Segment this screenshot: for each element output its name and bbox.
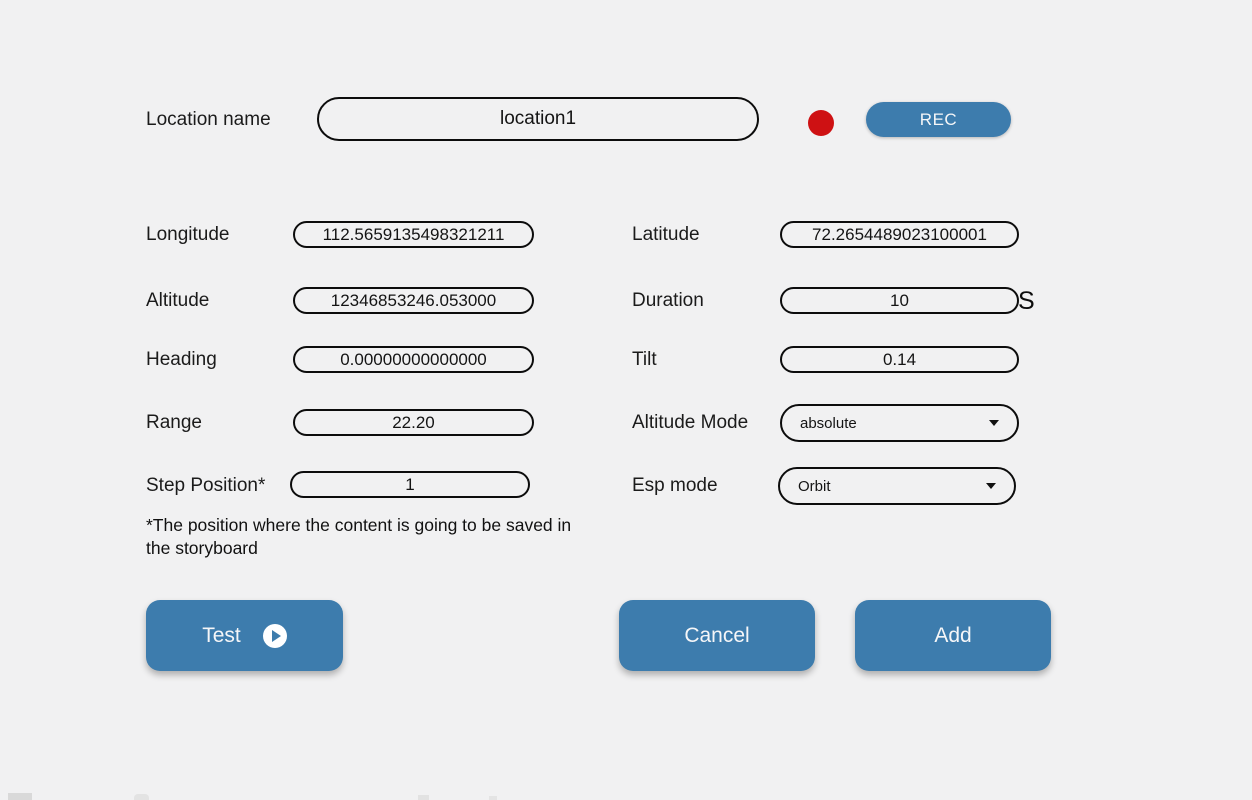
esp-mode-label: Esp mode xyxy=(632,475,718,496)
latitude-label: Latitude xyxy=(632,224,700,245)
duration-input[interactable] xyxy=(780,287,1019,314)
altitude-mode-dropdown[interactable] xyxy=(780,404,1019,442)
latitude-field-wrap xyxy=(780,221,1019,248)
location-name-field-wrap xyxy=(317,97,759,141)
altitude-field-wrap xyxy=(293,287,534,314)
heading-field-wrap xyxy=(293,346,534,373)
duration-label: Duration xyxy=(632,290,704,311)
background-artifact xyxy=(418,795,429,800)
heading-label: Heading xyxy=(146,349,217,370)
duration-field-wrap xyxy=(780,287,1019,314)
rec-button[interactable]: REC xyxy=(866,102,1011,137)
background-artifact xyxy=(8,793,32,800)
record-indicator-dot xyxy=(808,110,834,136)
test-button-label: Test xyxy=(202,623,241,647)
background-artifact xyxy=(134,794,149,800)
cancel-button[interactable]: Cancel xyxy=(619,600,815,671)
heading-input[interactable] xyxy=(293,346,534,373)
latitude-input[interactable] xyxy=(780,221,1019,248)
step-position-footnote: *The position where the content is going to be saved in the storyboard xyxy=(146,515,572,558)
range-input[interactable] xyxy=(293,409,534,436)
esp-mode-value: Orbit xyxy=(798,477,831,495)
step-position-input[interactable] xyxy=(290,471,530,498)
tilt-field-wrap xyxy=(780,346,1019,373)
longitude-label: Longitude xyxy=(146,224,230,245)
tilt-label: Tilt xyxy=(632,349,657,370)
add-button[interactable]: Add xyxy=(855,600,1051,671)
location-name-label: Location name xyxy=(146,109,271,130)
altitude-mode-value: absolute xyxy=(800,414,857,432)
background-artifact xyxy=(489,796,497,800)
range-label: Range xyxy=(146,412,202,433)
chevron-down-icon xyxy=(986,483,996,489)
play-icon xyxy=(263,624,287,648)
altitude-label: Altitude xyxy=(146,290,210,311)
esp-mode-dropdown[interactable] xyxy=(778,467,1016,505)
longitude-field-wrap xyxy=(293,221,534,248)
duration-unit: S xyxy=(1018,287,1035,315)
range-field-wrap xyxy=(293,409,534,436)
location-name-input[interactable] xyxy=(317,97,759,141)
step-position-label: Step Position* xyxy=(146,475,266,496)
chevron-down-icon xyxy=(989,420,999,426)
longitude-input[interactable] xyxy=(293,221,534,248)
altitude-mode-label: Altitude Mode xyxy=(632,412,749,433)
tilt-input[interactable] xyxy=(780,346,1019,373)
step-position-field-wrap xyxy=(290,471,530,498)
altitude-input[interactable] xyxy=(293,287,534,314)
test-button[interactable] xyxy=(146,600,343,671)
